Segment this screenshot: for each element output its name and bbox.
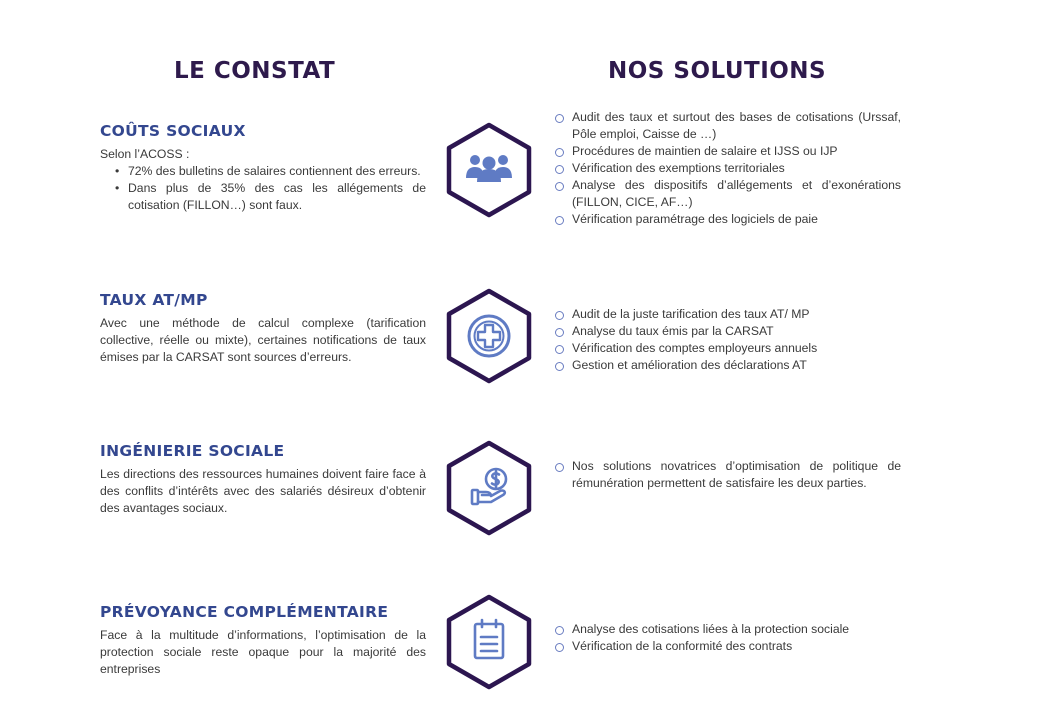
solution-item: Vérification des exemptions territoriales <box>555 160 901 177</box>
solution-item: Analyse des dispositifs d’allégements et d’exonérations (FILLON, CICE, AF…) <box>555 177 901 211</box>
constat-heading: LE CONSTAT <box>174 58 336 84</box>
solution-item: Gestion et amélioration des déclarations AT <box>555 357 901 374</box>
solutions-list-couts-sociaux <box>555 109 901 228</box>
solution-item: Procédures de maintien de salaire et IJSS ou IJP <box>555 143 901 160</box>
solutions-heading: NOS SOLUTIONS <box>608 58 827 84</box>
section-text: Les directions des ressources humaines doivent faire face à des conflits d’intérêts avec des salariés désireux d’obtenir des avantages sociaux. <box>100 467 426 515</box>
solution-item: Audit des taux et surtout des bases de cotisations (Urssaf, Pôle emploi, Caisse de …) <box>555 109 901 143</box>
solution-item: Vérification des comptes employeurs annuels <box>555 340 901 357</box>
solution-item: Vérification paramétrage des logiciels de paie <box>555 211 901 228</box>
solution-item: Analyse des cotisations liées à la protection sociale <box>555 621 901 638</box>
solution-item: Nos solutions novatrices d’optimisation de politique de rémunération permettent de satisfaire les deux parties. <box>555 458 901 492</box>
hexagon-badge <box>446 122 532 218</box>
section-title: TAUX AT/MP <box>100 291 208 309</box>
section-text: Avec une méthode de calcul complexe (tarification collective, réelle ou mixte), certaines notifications de taux émises par la CARSAT sont sources d’erreurs. <box>100 316 426 364</box>
constat-list <box>114 163 426 214</box>
hand-dollar-icon <box>446 440 532 536</box>
solutions-list-taux-atmp <box>555 306 901 374</box>
section-ingenierie-sociale <box>100 442 426 517</box>
hexagon-badge <box>446 288 532 384</box>
medical-cross-icon <box>446 288 532 384</box>
people-group-icon <box>446 122 532 218</box>
hexagon-badge <box>446 440 532 536</box>
solutions-list-ingenierie-sociale <box>555 458 901 492</box>
section-title: INGÉNIERIE SOCIALE <box>100 442 285 460</box>
section-couts-sociaux <box>100 122 426 214</box>
solution-item: Vérification de la conformité des contrats <box>555 638 901 655</box>
solutions-list-prevoyance <box>555 621 901 655</box>
section-prevoyance <box>100 603 426 678</box>
section-title: COÛTS SOCIAUX <box>100 122 246 140</box>
section-title: PRÉVOYANCE COMPLÉMENTAIRE <box>100 603 389 621</box>
section-intro: Selon l’ACOSS : <box>100 147 190 161</box>
constat-item: • 72% des bulletins de salaires contiennent des erreurs. <box>114 163 426 180</box>
solution-item: Analyse du taux émis par la CARSAT <box>555 323 901 340</box>
hexagon-badge <box>446 594 532 690</box>
clipboard-list-icon <box>446 594 532 690</box>
constat-item: • Dans plus de 35% des cas les allégements de cotisation (FILLON…) sont faux. <box>114 180 426 214</box>
section-taux-atmp <box>100 291 426 366</box>
solution-item: Audit de la juste tarification des taux AT/ MP <box>555 306 901 323</box>
section-text: Face à la multitude d’informations, l’optimisation de la protection sociale reste opaque pour la majorité des entreprises <box>100 628 426 676</box>
